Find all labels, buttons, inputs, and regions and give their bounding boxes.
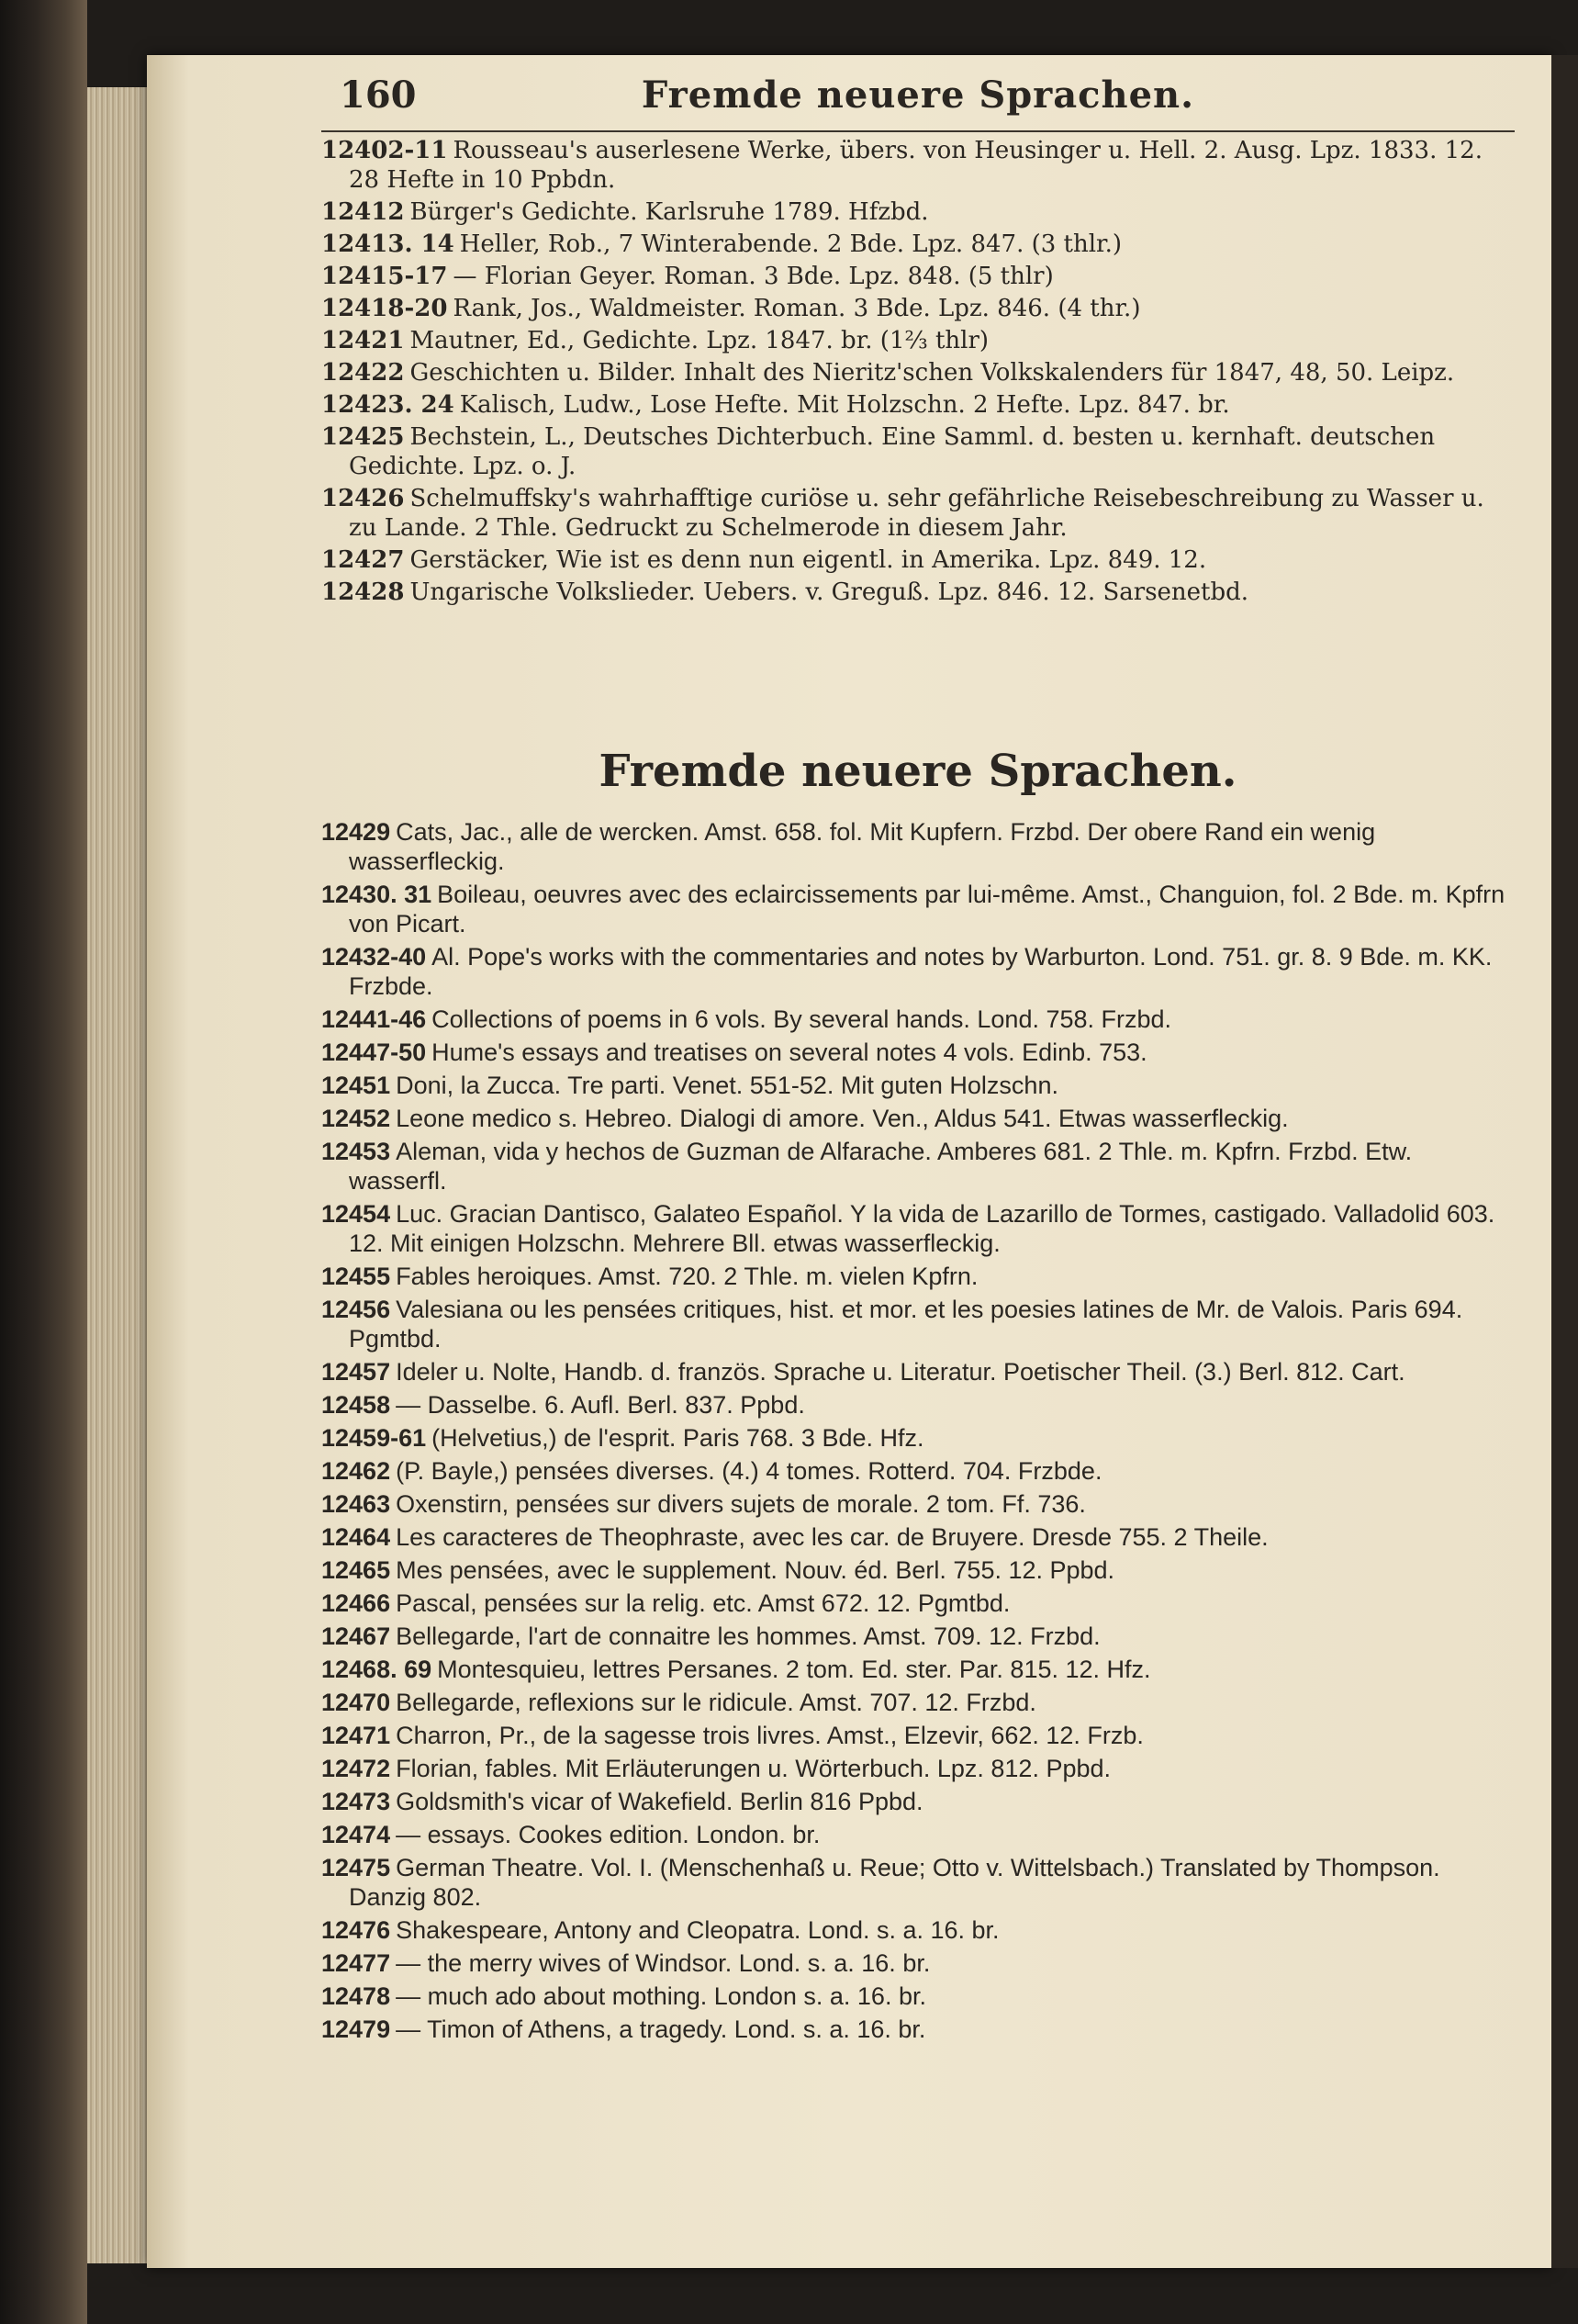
entry-text: — Florian Geyer. Roman. 3 Bde. Lpz. 848. (5 thlr)	[453, 263, 1054, 290]
entry-text: Oxenstirn, pensées sur divers sujets de morale. 2 tom. Ff. 736.	[396, 1490, 1086, 1518]
catalog-entry	[321, 1915, 1515, 1945]
catalog-entry	[321, 1820, 1515, 1849]
page-header	[321, 66, 1515, 132]
entry-text: Valesiana ou les pensées critiques, hist. et mor. et les poesies latines de Mr. de Valois. Paris 694. Pgmtbd.	[349, 1296, 1463, 1353]
entry-number: 12474	[321, 1821, 391, 1848]
catalog-entry	[321, 1005, 1515, 1034]
entry-text: Gerstäcker, Wie ist es denn nun eigentl. in Amerika. Lpz. 849. 12.	[409, 546, 1207, 574]
entry-text: Schelmuffsky's wahrhafftige curiöse u. sehr gefährliche Reisebeschreibung zu Wasser u. zu Lande. 2 Thle. Gedruckt zu Schelmerode in diesem Jahr.	[349, 485, 1484, 542]
entry-text: — Dasselbe. 6. Aufl. Berl. 837. Ppbd.	[396, 1391, 805, 1419]
page-edges	[87, 87, 151, 2263]
entry-number: 12415-17	[321, 263, 448, 290]
catalog-entry	[321, 578, 1515, 607]
entry-text: Bellegarde, l'art de connaitre les hommes. Amst. 709. 12. Frzbd.	[396, 1622, 1101, 1650]
entry-text: Mes pensées, avec le supplement. Nouv. éd. Berl. 755. 12. Ppbd.	[396, 1556, 1115, 1584]
catalog-entry	[321, 1104, 1515, 1133]
catalog-entry	[321, 1038, 1515, 1067]
entry-text: — Timon of Athens, a tragedy. Lond. s. a. 16. br.	[396, 2015, 926, 2043]
catalog-entry	[321, 358, 1515, 387]
book-spine	[0, 0, 87, 2324]
entry-text: Bechstein, L., Deutsches Dichterbuch. Eine Samml. d. besten u. kernhaft. deutschen Gedichte. Lpz. o. J.	[349, 423, 1436, 480]
catalog-entry	[321, 1456, 1515, 1486]
entry-number: 12427	[321, 546, 405, 574]
entry-text: Florian, fables. Mit Erläuterungen u. Wörterbuch. Lpz. 812. Ppbd.	[396, 1755, 1112, 1782]
catalog-entry	[321, 1357, 1515, 1387]
entry-text: Leone medico s. Hebreo. Dialogi di amore. Ven., Aldus 541. Etwas wasserfleckig.	[396, 1105, 1289, 1132]
catalog-entry	[321, 1721, 1515, 1750]
entry-text: Doni, la Zucca. Tre parti. Venet. 551-52. Mit guten Holzschn.	[396, 1072, 1058, 1099]
catalog-entry	[321, 1071, 1515, 1100]
catalog-entry	[321, 1262, 1515, 1291]
entry-number: 12418-20	[321, 295, 448, 322]
entry-text: Fables heroiques. Amst. 720. 2 Thle. m. vielen Kpfrn.	[396, 1263, 979, 1290]
entry-text: Bürger's Gedichte. Karlsruhe 1789. Hfzbd.	[409, 198, 929, 226]
entry-number: 12429	[321, 818, 391, 846]
entry-text: Ideler u. Nolte, Handb. d. französ. Sprache u. Literatur. Poetischer Theil. (3.) Berl. 812. Cart.	[396, 1358, 1405, 1386]
catalog-entry	[321, 942, 1515, 1001]
entry-number: 12432-40	[321, 943, 427, 971]
entry-number: 12466	[321, 1589, 391, 1617]
catalog-entry	[321, 1688, 1515, 1717]
entry-text: Shakespeare, Antony and Cleopatra. Lond. s. a. 16. br.	[396, 1916, 1000, 1944]
catalog-entry	[321, 1489, 1515, 1519]
entry-number: 12454	[321, 1200, 391, 1228]
catalog-entry	[321, 1423, 1515, 1453]
entry-text: — much ado about mothing. London s. a. 16. br.	[396, 1982, 926, 2010]
entry-text: Montesquieu, lettres Persanes. 2 tom. Ed. ster. Par. 815. 12. Hfz.	[437, 1656, 1151, 1683]
catalog-entry	[321, 1589, 1515, 1618]
entry-text: Luc. Gracian Dantisco, Galateo Español. Y la vida de Lazarillo de Tormes, castigado. Valladolid 603. 12. Mit einigen Holzschn. Mehrere Bll. etwas wasserfleckig.	[349, 1200, 1495, 1257]
entry-number: 12425	[321, 423, 405, 451]
entry-number: 12456	[321, 1296, 391, 1323]
catalog-entry	[321, 1622, 1515, 1651]
catalog-entry	[321, 390, 1515, 420]
entry-number: 12455	[321, 1263, 391, 1290]
entry-number: 12464	[321, 1523, 391, 1551]
entry-text: German Theatre. Vol. I. (Menschenhaß u. Reue; Otto v. Wittelsbach.) Translated by Thompson. Danzig 802.	[349, 1854, 1440, 1911]
entry-number: 12468. 69	[321, 1656, 432, 1683]
catalog-entry	[321, 1137, 1515, 1196]
entry-number: 12467	[321, 1622, 391, 1650]
entry-number: 12476	[321, 1916, 391, 1944]
entry-number: 12447-50	[321, 1039, 427, 1066]
catalog-entry	[321, 1982, 1515, 2011]
entry-number: 12452	[321, 1105, 391, 1132]
entry-text: Collections of poems in 6 vols. By several hands. Lond. 758. Frzbd.	[431, 1005, 1172, 1033]
page-content	[321, 55, 1515, 2043]
entry-text: Al. Pope's works with the commentaries and notes by Warburton. Lond. 751. gr. 8. 9 Bde. m. KK. Frzbde.	[349, 943, 1493, 1000]
entry-number: 12413. 14	[321, 230, 454, 258]
entry-text: Charron, Pr., de la sagesse trois livres. Amst., Elzevir, 662. 12. Frzb.	[396, 1722, 1144, 1749]
catalog-entry	[321, 1754, 1515, 1783]
catalog-entry	[321, 262, 1515, 291]
foreign-entries-list	[321, 817, 1515, 2048]
running-title: Fremde neuere Sprachen.	[641, 73, 1195, 117]
entry-text: (Helvetius,) de l'esprit. Paris 768. 3 Bde. Hfz.	[431, 1424, 924, 1452]
catalog-entry	[321, 1787, 1515, 1816]
entry-text: — the merry wives of Windsor. Lond. s. a. 16. br.	[396, 1949, 931, 1977]
catalog-entry	[321, 422, 1515, 481]
right-page-edge	[1551, 55, 1578, 2268]
entry-text: Aleman, vida y hechos de Guzman de Alfarache. Amberes 681. 2 Thle. m. Kpfrn. Frzbd. Etw. wasserfl.	[349, 1138, 1413, 1195]
entry-text: Heller, Rob., 7 Winterabende. 2 Bde. Lpz. 847. (3 thlr.)	[459, 230, 1123, 258]
entry-text: Bellegarde, reflexions sur le ridicule. Amst. 707. 12. Frzbd.	[396, 1689, 1036, 1716]
entry-number: 12441-46	[321, 1005, 427, 1033]
entry-number: 12430. 31	[321, 881, 432, 908]
entry-number: 12458	[321, 1391, 391, 1419]
entry-number: 12402-11	[321, 137, 448, 164]
entry-text: Les caracteres de Theophraste, avec les car. de Bruyere. Dresde 755. 2 Theile.	[396, 1523, 1269, 1551]
catalog-entry	[321, 197, 1515, 227]
entry-text: (P. Bayle,) pensées diverses. (4.) 4 tomes. Rotterd. 704. Frzbde.	[396, 1457, 1102, 1485]
entry-number: 12472	[321, 1755, 391, 1782]
entry-number: 12421	[321, 327, 405, 354]
entry-number: 12462	[321, 1457, 391, 1485]
catalog-entry	[321, 1948, 1515, 1978]
catalog-entry	[321, 136, 1515, 195]
entry-number: 12477	[321, 1949, 391, 1977]
catalog-entry	[321, 484, 1515, 543]
entry-text: Pascal, pensées sur la relig. etc. Amst 672. 12. Pgmtbd.	[396, 1589, 1011, 1617]
catalog-entry	[321, 1199, 1515, 1258]
entry-number: 12451	[321, 1072, 391, 1099]
entry-number: 12457	[321, 1358, 391, 1386]
entry-text: Ungarische Volkslieder. Uebers. v. Greguß. Lpz. 846. 12. Sarsenetbd.	[409, 578, 1249, 606]
entry-number: 12465	[321, 1556, 391, 1584]
catalog-entry	[321, 545, 1515, 575]
german-entries-list	[321, 136, 1515, 610]
entry-number: 12453	[321, 1138, 391, 1165]
catalog-entry	[321, 1655, 1515, 1684]
entry-number: 12479	[321, 2015, 391, 2043]
catalog-entry	[321, 230, 1515, 259]
entry-text: Hume's essays and treatises on several notes 4 vols. Edinb. 753.	[431, 1039, 1147, 1066]
catalog-entry	[321, 1555, 1515, 1585]
entry-number: 12422	[321, 359, 405, 387]
entry-number: 12428	[321, 578, 405, 606]
catalog-entry	[321, 817, 1515, 876]
catalog-entry	[321, 1853, 1515, 1912]
entry-number: 12473	[321, 1788, 391, 1815]
entry-number: 12463	[321, 1490, 391, 1518]
entry-number: 12412	[321, 198, 405, 226]
catalog-entry	[321, 1390, 1515, 1420]
page-number: 160	[340, 73, 417, 117]
entry-text: — essays. Cookes edition. London. br.	[396, 1821, 821, 1848]
catalog-entry	[321, 326, 1515, 355]
entry-number: 12471	[321, 1722, 391, 1749]
entry-number: 12478	[321, 1982, 391, 2010]
entry-number: 12423. 24	[321, 391, 454, 419]
book-page	[147, 55, 1551, 2268]
entry-number: 12426	[321, 485, 405, 512]
entry-text: Cats, Jac., alle de wercken. Amst. 658. fol. Mit Kupfern. Frzbd. Der obere Rand ein wenig wasserfleckig.	[349, 818, 1376, 875]
entry-number: 12470	[321, 1689, 391, 1716]
entry-number: 12459-61	[321, 1424, 427, 1452]
entry-text: Boileau, oeuvres avec des eclaircissements par lui-même. Amst., Changuion, fol. 2 Bde. m. Kpfrn von Picart.	[349, 881, 1505, 937]
catalog-entry	[321, 880, 1515, 938]
catalog-entry	[321, 2015, 1515, 2044]
catalog-entry	[321, 1522, 1515, 1552]
entry-text: Rank, Jos., Waldmeister. Roman. 3 Bde. Lpz. 846. (4 thr.)	[453, 295, 1141, 322]
entry-number: 12475	[321, 1854, 391, 1881]
entry-text: Rousseau's auserlesene Werke, übers. von Heusinger u. Hell. 2. Ausg. Lpz. 1833. 12. 28 Hefte in 10 Ppbdn.	[349, 137, 1483, 194]
entry-text: Goldsmith's vicar of Wakefield. Berlin 816 Ppbd.	[396, 1788, 923, 1815]
entry-text: Mautner, Ed., Gedichte. Lpz. 1847. br. (1⅔ thlr)	[409, 327, 990, 354]
catalog-entry	[321, 294, 1515, 323]
section-heading: Fremde neuere Sprachen.	[599, 746, 1237, 797]
catalog-entry	[321, 1295, 1515, 1353]
entry-text: Geschichten u. Bilder. Inhalt des Nieritz'schen Volkskalenders für 1847, 48, 50. Leipz.	[409, 359, 1455, 387]
entry-text: Kalisch, Ludw., Lose Hefte. Mit Holzschn. 2 Hefte. Lpz. 847. br.	[459, 391, 1230, 419]
